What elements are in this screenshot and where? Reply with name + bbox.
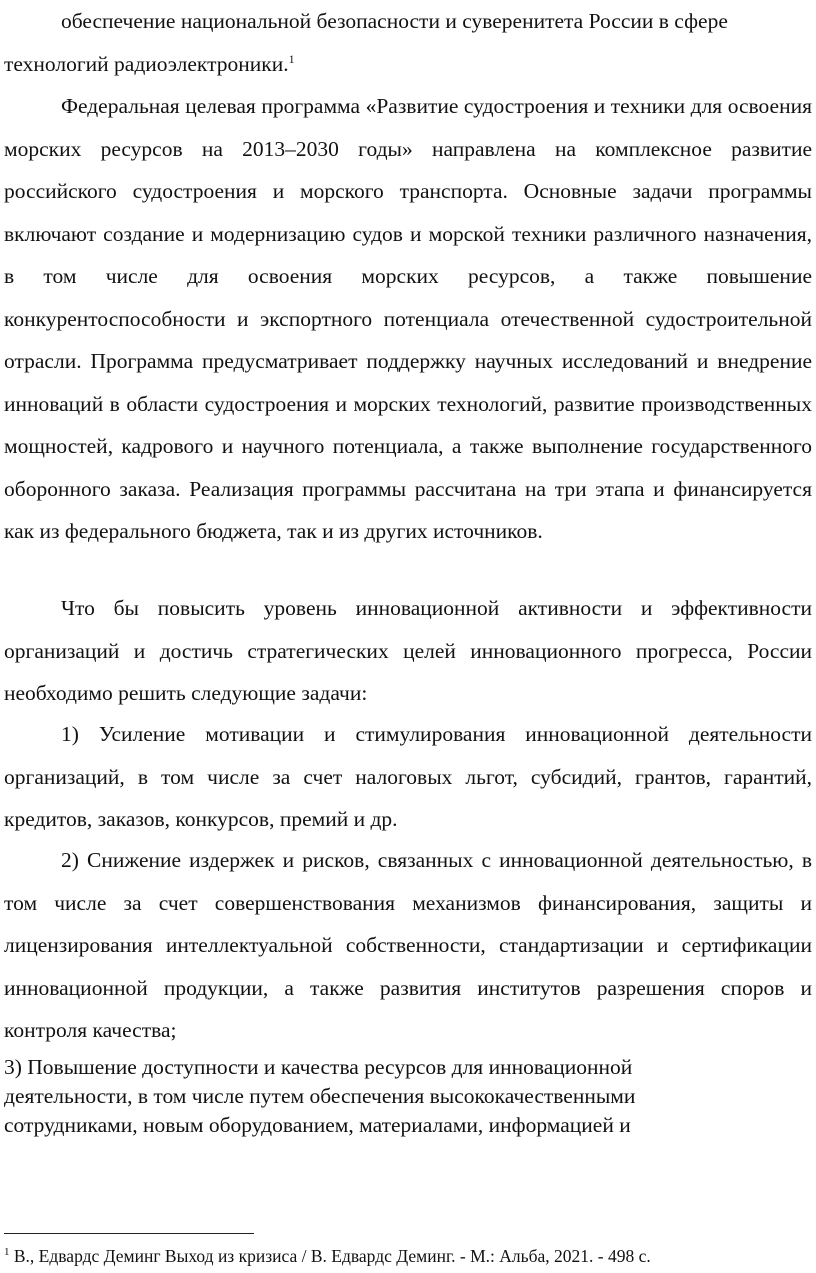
paragraph-continuation <box>4 0 812 85</box>
footnote-separator <box>4 1233 254 1234</box>
list-item-1: 1) Усиление мотивации и стимулирования инновационной деятельности организаций, в том числе за счет налоговых льгот, субсидий, грантов, гарантий, кредитов, заказов, конкурсов, премий и др. <box>4 722 812 831</box>
list-item-2: 2) Снижение издержек и рисков, связанных с инновационной деятельностью, в том числе за счет совершенствования механизмов финансирования, защиты и лицензирования интеллектуальной собственности, стандартизации и сертификации инновационной продукции, а также развития институтов разрешения споров и контроля качества; <box>4 848 812 1042</box>
footnote <box>4 1245 651 1267</box>
list-item-3: 3) Повышение доступности и качества ресурсов для инновационной деятельности, в том числе путем обеспечения высококачественными сотрудниками, новым оборудованием, материалами, информацией и <box>4 1055 636 1137</box>
footnote-text: В., Едвардс Деминг Выход из кризиса / В. Едвардс Деминг. - М.: Альба, 2021. - 498 с. <box>9 1246 651 1266</box>
paragraph-text: обеспечение национальной безопасности и суверенитета России в сфере технологий радиоэлектроники. <box>4 9 728 76</box>
footnote-mark: 1 <box>4 1246 10 1259</box>
footnote-reference: 1 <box>288 51 295 66</box>
paragraph-tasks-intro: Что бы повысить уровень инновационной активности и эффективности организаций и достичь стратегических целей инновационного прогресса, России необходимо решить следующие задачи: <box>4 596 812 705</box>
paragraph-federal-program: Федеральная целевая программа «Развитие судостроения и техники для освоения морских ресурсов на 2013–2030 годы» направлена на комплексное развитие российского судостроения и морского транспорта. Основные задачи программы включают создание и модернизацию судов и морской техники различного назначения, в том числе для освоения морских ресурсов, а также повышение конкурентоспособности и экспортного потенциала отечественной судостроительной отрасли. Программа предусматривает поддержку научных исследований и внедрение инноваций в области судостроения и морских технологий, развитие производственных мощностей, кадрового и научного потенциала, а также выполнение государственного оборонного заказа. Реализация программы рассчитана на три этапа и финансируется как из федерального бюджета, так и из других источников. <box>4 94 812 543</box>
